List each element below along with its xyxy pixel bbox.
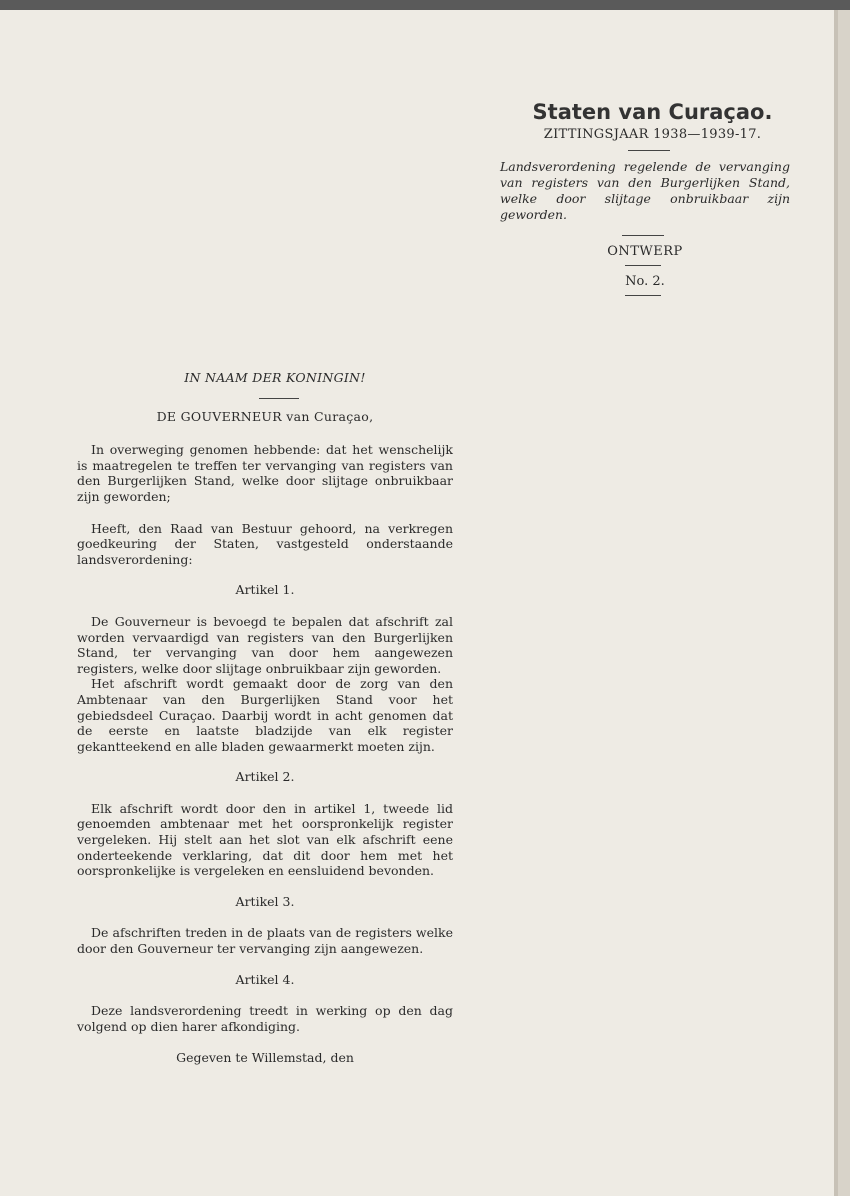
closing-line: Gegeven te Willemstad, den xyxy=(176,1050,354,1066)
article-paragraph: Het afschrift wordt gemaakt door de zorg van den Ambtenaar van den Burgerlijken Stand voor het gebiedsdeel Curaçao. Daarbij wordt in acht genomen dat de eerste en laatste bladzijde van elk register gekantteekend en alle bladen gewaarmerkt moeten zijn. xyxy=(77,676,453,754)
article-paragraph: Deze landsverordening treedt in werking op den dag volgend op dien harer afkondiging. xyxy=(77,1003,453,1034)
draft-label: ONTWERP xyxy=(607,244,683,259)
divider xyxy=(625,265,661,266)
document-page xyxy=(0,10,834,1196)
document-title: Staten van Curaçao. xyxy=(532,100,773,124)
enactment-paragraph: Heeft, den Raad van Bestuur gehoord, na verkregen goedkeuring der Staten, vastgesteld onderstaande landsverordening: xyxy=(77,520,453,567)
considering-paragraph: In overweging genomen hebbende: dat het wenschelijk is maatregelen te treffen ter vervanging van registers van den Burgerlijken Stand, welke door slijtage onbruikbaar zijn geworden; xyxy=(77,442,453,504)
article-paragraph: Elk afschrift wordt door den in artikel 1, tweede lid genoemden ambtenaar met het oorspronkelijk register vergeleken. Hij stelt aan het slot van elk afschrift eene onderteekende verklaring, dat dit door hem met het oorspronkelijke is vergeleken en eensluidend bevonden. xyxy=(77,800,453,879)
draft-number: No. 2. xyxy=(625,274,665,289)
page-edge xyxy=(834,10,850,1196)
session-number: ZITTINGSJAAR 1938—1939-17. xyxy=(543,127,762,142)
article-heading: Artikel 1. xyxy=(235,582,295,598)
invocation: IN NAAM DER KONINGIN! xyxy=(184,370,366,385)
document-header xyxy=(500,100,790,304)
ordinance-summary: Landsverordening regelende de vervanging van registers van den Burgerlijken Stand, welke door slijtage onbruikbaar zijn geworden. xyxy=(500,159,790,222)
article-heading: Artikel 2. xyxy=(235,769,295,785)
divider xyxy=(625,295,661,296)
article-paragraph: De afschriften treden in de plaats van de registers welke door den Gouverneur ter vervanging zijn aangewezen. xyxy=(77,925,453,957)
divider xyxy=(622,235,664,236)
divider xyxy=(259,398,299,399)
article-paragraph: De Gouverneur is bevoegd te bepalen dat afschrift zal worden vervaardigd van registers van den Burgerlijken Stand, ter vervanging van door hem aangewezen registers, welke door slijtage onbruikbaar zijn geworden. xyxy=(77,613,453,676)
divider xyxy=(628,150,670,151)
governor-line: DE GOUVERNEUR van Curaçao, xyxy=(156,408,374,424)
article-heading: Artikel 4. xyxy=(235,971,295,987)
article-heading: Artikel 3. xyxy=(235,893,295,909)
document-body xyxy=(77,370,453,1066)
